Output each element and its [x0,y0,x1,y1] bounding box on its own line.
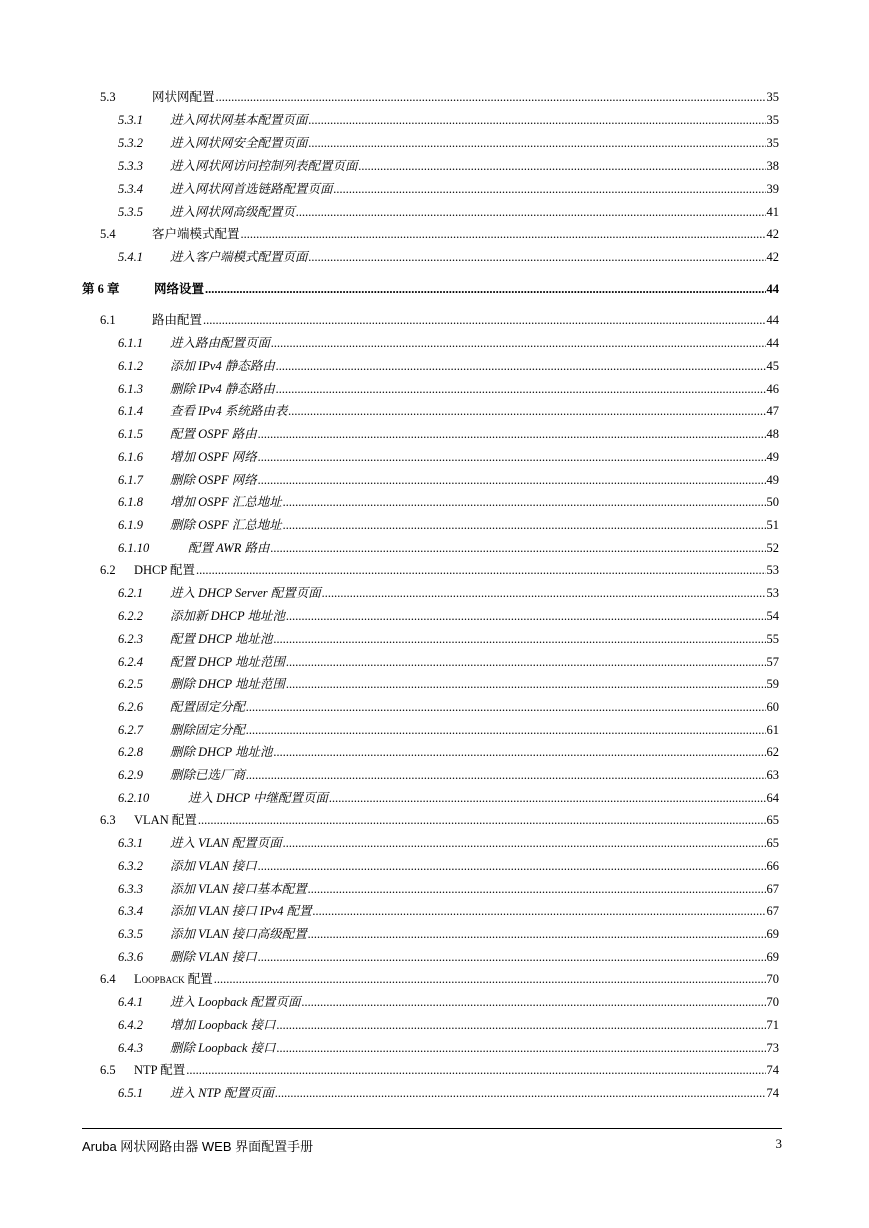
toc-entry[interactable] [118,787,779,805]
toc-entry[interactable] [118,605,779,623]
toc-dot-leader [309,250,766,264]
toc-dot-leader [329,791,765,805]
toc-entry-page: 51 [766,518,779,532]
toc-entry[interactable] [118,900,779,918]
toc-entry-number: 6.2.10 [118,791,150,805]
toc-entry[interactable] [118,446,779,464]
toc-entry-label: VLAN 配置 [134,813,197,827]
toc-entry-page: 71 [766,1018,779,1032]
toc-entry-number: 6.3.5 [118,927,143,941]
toc-entry-page: 67 [766,882,779,896]
toc-entry[interactable] [100,1059,779,1077]
toc-entry[interactable] [118,1082,779,1100]
toc-entry-page: 38 [766,159,779,173]
toc-entry-label: 进入 DHCP Server 配置页面 [170,586,321,600]
toc-entry-label: 添加 IPv4 静态路由 [170,359,275,373]
toc-entry-page: 69 [766,927,779,941]
toc-entry-number: 6.2.9 [118,768,143,782]
toc-entry[interactable] [100,968,779,986]
toc-entry-number: 6.4.3 [118,1041,143,1055]
toc-entry-page: 35 [766,136,779,150]
toc-entry-label: 进入网状网高级配置页 [170,205,296,219]
toc-entry-label: 添加 VLAN 接口 IPv4 配置 [170,904,312,918]
toc-entry-number: 6.5.1 [118,1086,143,1100]
toc-entry-number: 5.3.1 [118,113,143,127]
toc-entry-page: 61 [766,723,779,737]
toc-entry-label: 进入 VLAN 配置页面 [170,836,282,850]
toc-entry-number: 6.1 [100,313,116,327]
toc-entry-number: 5.4 [100,227,116,241]
toc-dot-leader [198,813,766,827]
toc-entry-number: 6.1.6 [118,450,143,464]
toc-entry[interactable] [118,991,779,1009]
toc-entry[interactable] [100,86,779,104]
toc-entry[interactable] [82,278,779,296]
toc-entry-label: 进入网状网安全配置页面 [170,136,308,150]
toc-entry-number: 6.2.5 [118,677,143,691]
toc-entry[interactable] [118,109,779,127]
toc-dot-leader [216,90,766,104]
toc-entry-page: 42 [766,227,779,241]
toc-entry-page: 57 [766,655,779,669]
toc-entry-number: 5.3 [100,90,116,104]
toc-entry-number: 5.3.5 [118,205,143,219]
toc-entry[interactable] [100,559,779,577]
toc-entry-label: 查看 IPv4 系统路由表 [170,404,288,418]
toc-entry[interactable] [118,1014,779,1032]
toc-entry[interactable] [118,246,779,264]
toc-entry[interactable] [118,878,779,896]
toc-dot-leader [309,136,766,150]
toc-entry-label: 进入 NTP 配置页面 [170,1086,274,1100]
footer-page-number: 3 [775,1136,782,1151]
toc-entry-page: 73 [766,1041,779,1055]
toc-dot-leader [214,972,766,986]
toc-entry-number: 6.5 [100,1063,116,1077]
footer-title: Aruba 网状网路由器 WEB 界面配置手册 [82,1139,314,1154]
toc-dot-leader [258,450,766,464]
toc-entry-page: 70 [766,995,779,1009]
toc-entry-label: 进入网状网基本配置页面 [170,113,308,127]
toc-entry-number: 6.2.7 [118,723,143,737]
toc-entry-page: 44 [766,282,779,296]
toc-dot-leader [277,1041,766,1055]
toc-entry-label: DHCP 配置 [134,563,196,577]
toc-dot-leader [275,1086,766,1100]
toc-dot-leader [246,700,765,714]
toc-entry-number: 5.3.2 [118,136,143,150]
toc-entry-page: 67 [766,904,779,918]
toc-entry-label: 删除固定分配 [170,723,246,737]
toc-entry[interactable] [118,423,779,441]
toc-entry-number: 6.2 [100,563,116,577]
toc-entry[interactable] [118,400,779,418]
toc-entry-page: 54 [766,609,779,623]
toc-dot-leader [258,473,766,487]
toc-entry-page: 64 [766,791,779,805]
toc-entry-label: 进入客户端模式配置页面 [170,250,308,264]
toc-entry-label: 添加 VLAN 接口基本配置 [170,882,307,896]
toc-entry[interactable] [118,832,779,850]
toc-dot-leader [286,677,765,691]
toc-dot-leader [288,404,765,418]
toc-entry-number: 6.1.9 [118,518,143,532]
toc-entry-label: 路由配置 [152,313,203,327]
toc-entry-page: 74 [766,1063,779,1077]
toc-dot-leader [205,282,765,296]
toc-entry-label: 添加 VLAN 接口 [170,859,257,873]
toc-entry-page: 39 [766,182,779,196]
toc-entry-page: 65 [766,813,779,827]
toc-entry-number: 6.1.4 [118,404,143,418]
toc-entry-number: 6.3.1 [118,836,143,850]
toc-dot-leader [246,723,765,737]
toc-entry[interactable] [118,628,779,646]
toc-entry-page: 66 [766,859,779,873]
toc-dot-leader [258,427,766,441]
toc-entry-number: 6.3.4 [118,904,143,918]
toc-entry-label: 删除 Loopback 接口 [170,1041,276,1055]
toc-entry[interactable] [118,1037,779,1055]
toc-entry-page: 44 [766,313,779,327]
toc-entry-label: 配置 AWR 路由 [188,541,270,555]
toc-entry[interactable] [118,178,779,196]
toc-dot-leader [359,159,766,173]
toc-entry-label: 删除 OSPF 汇总地址 [170,518,282,532]
toc-entry-label: 配置 DHCP 地址池 [170,632,273,646]
toc-entry[interactable] [118,491,779,509]
toc-entry-page: 74 [766,1086,779,1100]
toc-entry-page: 59 [766,677,779,691]
toc-dot-leader [334,182,766,196]
toc-dot-leader [276,359,766,373]
toc-entry-page: 50 [766,495,779,509]
toc-dot-leader [309,113,766,127]
toc-entry-page: 60 [766,700,779,714]
toc-entry-page: 53 [766,563,779,577]
toc-entry-page: 70 [766,972,779,986]
toc-entry[interactable] [118,201,779,219]
toc-entry-label: 进入路由配置页面 [170,336,271,350]
toc-entry-label: 网络设置 [154,282,205,296]
toc-dot-leader [203,313,765,327]
toc-entry-number: 6.2.2 [118,609,143,623]
toc-entry-number: 6.2.4 [118,655,143,669]
toc-entry-label: 删除 DHCP 地址范围 [170,677,286,691]
toc-entry-label: 进入 Loopback 配置页面 [170,995,301,1009]
footer-divider [82,1128,782,1129]
toc-entry[interactable] [118,537,779,555]
toc-entry[interactable] [118,855,779,873]
toc-entry-number: 6.3.6 [118,950,143,964]
toc-entry[interactable] [118,673,779,691]
toc-entry-number: 6.4.1 [118,995,143,1009]
toc-entry-label: 进入 DHCP 中继配置页面 [188,791,329,805]
toc-entry-number: 6.1.1 [118,336,143,350]
toc-entry-page: 41 [766,205,779,219]
toc-dot-leader [186,1063,765,1077]
toc-entry-label: 删除 DHCP 地址池 [170,745,273,759]
toc-entry-number: 6.3 [100,813,116,827]
toc-entry-label: 配置固定分配 [170,700,246,714]
toc-entry[interactable] [118,378,779,396]
toc-entry[interactable] [118,469,779,487]
toc-dot-leader [286,609,765,623]
toc-entry-page: 35 [766,90,779,104]
toc-dot-leader [276,382,766,396]
toc-dot-leader [196,563,765,577]
toc-entry-page: 69 [766,950,779,964]
toc-dot-leader [283,836,766,850]
toc-entry-label: 增加 OSPF 网络 [170,450,257,464]
toc-dot-leader [270,541,765,555]
toc-entry[interactable] [118,651,779,669]
toc-entry-number: 5.3.4 [118,182,143,196]
toc-entry-page: 65 [766,836,779,850]
toc-entry-number: 第 6 章 [82,282,120,296]
toc-dot-leader [271,336,765,350]
toc-entry-label: 增加 OSPF 汇总地址 [170,495,282,509]
toc-entry-label: 客户端模式配置 [152,227,240,241]
toc-entry-label: 配置 DHCP 地址范围 [170,655,286,669]
toc-entry-label: Loopback 配置 [134,972,213,986]
toc-entry[interactable] [100,809,779,827]
toc-dot-leader [274,632,766,646]
toc-dot-leader [283,518,766,532]
toc-dot-leader [313,904,766,918]
toc-entry-number: 6.4 [100,972,116,986]
toc-entry-page: 55 [766,632,779,646]
toc-entry-page: 46 [766,382,779,396]
toc-entry-number: 6.2.6 [118,700,143,714]
toc-dot-leader [241,227,766,241]
toc-entry-label: 进入网状网访问控制列表配置页面 [170,159,358,173]
toc-entry-label: 增加 Loopback 接口 [170,1018,276,1032]
toc-entry-page: 44 [766,336,779,350]
toc-entry-page: 49 [766,450,779,464]
toc-entry[interactable] [118,332,779,350]
toc-entry-label: 网状网配置 [152,90,215,104]
toc-entry-number: 6.2.8 [118,745,143,759]
toc-entry-page: 47 [766,404,779,418]
toc-entry-label: 删除 OSPF 网络 [170,473,257,487]
toc-entry-number: 6.4.2 [118,1018,143,1032]
toc-dot-leader [322,586,766,600]
toc-entry-page: 52 [766,541,779,555]
toc-entry[interactable] [118,696,779,714]
toc-entry[interactable] [118,946,779,964]
toc-dot-leader [274,745,766,759]
toc-entry-number: 6.1.7 [118,473,143,487]
toc-entry-page: 48 [766,427,779,441]
toc-entry-label: 添加新 DHCP 地址池 [170,609,286,623]
toc-entry-number: 6.3.2 [118,859,143,873]
toc-entry[interactable] [118,155,779,173]
toc-entry[interactable] [118,719,779,737]
toc-entry-label: 删除 IPv4 静态路由 [170,382,275,396]
toc-entry-page: 35 [766,113,779,127]
toc-entry[interactable] [118,923,779,941]
toc-entry-page: 45 [766,359,779,373]
toc-entry-label: NTP 配置 [134,1063,186,1077]
toc-entry[interactable] [118,514,779,532]
toc-dot-leader [246,768,765,782]
toc-entry-number: 6.1.10 [118,541,150,555]
toc-dot-leader [302,995,766,1009]
toc-entry[interactable] [118,582,779,600]
toc-entry-number: 5.3.3 [118,159,143,173]
toc-entry[interactable] [100,223,779,241]
toc-entry-number: 6.3.3 [118,882,143,896]
toc-dot-leader [308,927,766,941]
toc-entry-page: 62 [766,745,779,759]
toc-entry-label: 进入网状网首选链路配置页面 [170,182,333,196]
toc-dot-leader [277,1018,766,1032]
toc-entry-label: 删除已选厂商 [170,768,246,782]
toc-entry-number: 6.1.2 [118,359,143,373]
toc-entry-page: 53 [766,586,779,600]
toc-entry[interactable] [118,764,779,782]
toc-entry-page: 42 [766,250,779,264]
toc-entry-label: 删除 VLAN 接口 [170,950,257,964]
toc-entry-number: 6.1.8 [118,495,143,509]
toc-entry[interactable] [118,132,779,150]
toc-dot-leader [286,655,765,669]
toc-entry-label: 配置 OSPF 路由 [170,427,257,441]
toc-dot-leader [308,882,766,896]
toc-dot-leader [258,950,766,964]
toc-entry-page: 49 [766,473,779,487]
toc-entry-page: 63 [766,768,779,782]
toc-entry-number: 6.2.1 [118,586,143,600]
toc-entry-number: 6.2.3 [118,632,143,646]
toc-entry[interactable] [118,741,779,759]
toc-entry-number: 6.1.5 [118,427,143,441]
toc-entry[interactable] [118,355,779,373]
toc-entry-number: 5.4.1 [118,250,143,264]
toc-dot-leader [296,205,765,219]
toc-dot-leader [258,859,766,873]
toc-dot-leader [283,495,766,509]
toc-entry[interactable] [100,309,779,327]
toc-entry-label: 添加 VLAN 接口高级配置 [170,927,307,941]
toc-entry-number: 6.1.3 [118,382,143,396]
